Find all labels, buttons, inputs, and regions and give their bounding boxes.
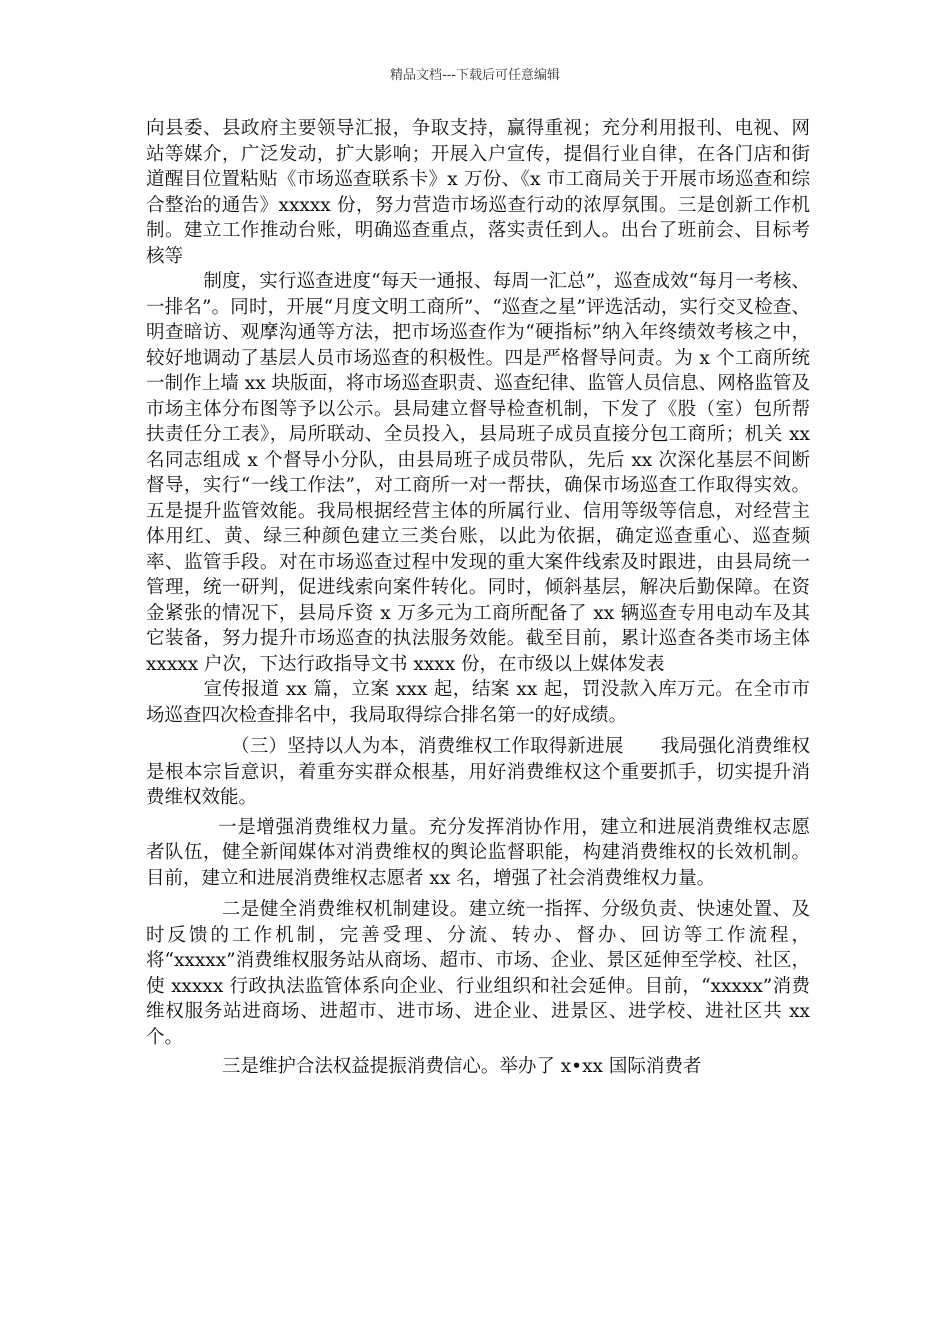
page-header: 精品文档---下载后可任意编辑 bbox=[389, 68, 561, 83]
paragraph-1: 向县委、县政府主要领导汇报，争取支持，赢得重视；充分利用报刊、电视、网站等媒介，广泛发动，扩大影响；开展入户宣传，提倡行业自律，在各门店和街道醒目位置粘贴《市场巡查联系卡》x 万份、《x 市工商局关于开展市场巡查和综合整治的通告》xxxxx 份，努力营造市场巡查行动的浓厚氛围。三是创新工作机制。建立工作推动台账，明确巡查重点，落实责任到人。出台了班前会、目标考核等 bbox=[146, 118, 810, 267]
paragraph-7: 三是维护合法权益提振消费信心。举办了 x•xx 国际消费者 bbox=[221, 1056, 702, 1077]
paragraph-4: （三）坚持以人为本，消费维权工作取得新进展 我局强化消费维权是根本宗旨意识，着重夯实群众根基，用好消费维权这个重要抓手，切实提升消费维权效能。 bbox=[146, 736, 810, 808]
document-body bbox=[146, 116, 810, 1080]
paragraph-5: 一是增强消费维权力量。充分发挥消协作用，建立和进展消费维权志愿者队伍，健全新闻媒体对消费维权的舆论监督职能，构建消费维权的长效机制。目前，建立和进展消费维权志愿者 xx 名，增强了社会消费维权力量。 bbox=[146, 816, 810, 889]
paragraph-6: 二是健全消费维权机制建设。建立统一指挥、分级负责、快速处置、及时反馈的工作机制，完善受理、分流、转办、督办、回访等工作流程，将“xxxxx”消费维权服务站从商场、超市、市场、企业、景区延伸至学校、社区，使 xxxxx 行政执法监管体系向企业、行业组织和社会延伸。目前，“xxxxx”消费维权服务站进商场、进超市、进市场、进企业、进景区、进学校、进社区共 xx 个。 bbox=[146, 899, 810, 1048]
paragraph-2: 制度，实行巡查进度“每天一通报、每周一汇总”，巡查成效“每月一考核、一排名”。同时，开展“月度文明工商所”、“巡查之星”评选活动，实行交叉检查、明查暗访、观摩沟通等方法，把市场巡查作为“硬指标”纳入年终绩效考核之中，较好地调动了基层人员市场巡查的积极性。四是严格督导问责。为 x 个工商所统一制作上墙 xx 块版面，将市场巡查职责、巡查纪律、监管人员信息、网格监管及市场主体分布图等予以公示。县局建立督导检查机制，下发了《股（室）包所帮扶责任分工表》，局所联动、全员投入，县局班子成员直接分包工商所；机关 xx 名同志组成 x 个督导小分队，由县局班子成员带队，先后 xx 次深化基层不间断督导，实行“一线工作法”，对工商所一对一帮扶，确保市场巡查工作取得实效。五是提升监管效能。我局根据经营主体的所属行业、信用等级等信息，对经营主体用红、黄、绿三种颜色建立三类台账，以此为依据，确定巡查重心、巡查频率、监管手段。对在市场巡查过程中发现的重大案件线索及时跟进，由县局统一管理，统一研判，促进线索向案件转化。同时，倾斜基层，解决后勤保障。在资金紧张的情况下，县局斥资 x 万多元为工商所配备了 xx 辆巡查专用电动车及其它装备，努力提升市场巡查的执法服务效能。截至目前，累计巡查各类市场主体 xxxxx 户次，下达行政指导文书 xxxx 份，在市级以上媒体发表 bbox=[146, 271, 810, 675]
paragraph-3: 宣传报道 xx 篇，立案 xxx 起，结案 xx 起，罚没款入库万元。在全市市场巡查四次检查排名中，我局取得综合排名第一的好成绩。 bbox=[146, 679, 810, 726]
